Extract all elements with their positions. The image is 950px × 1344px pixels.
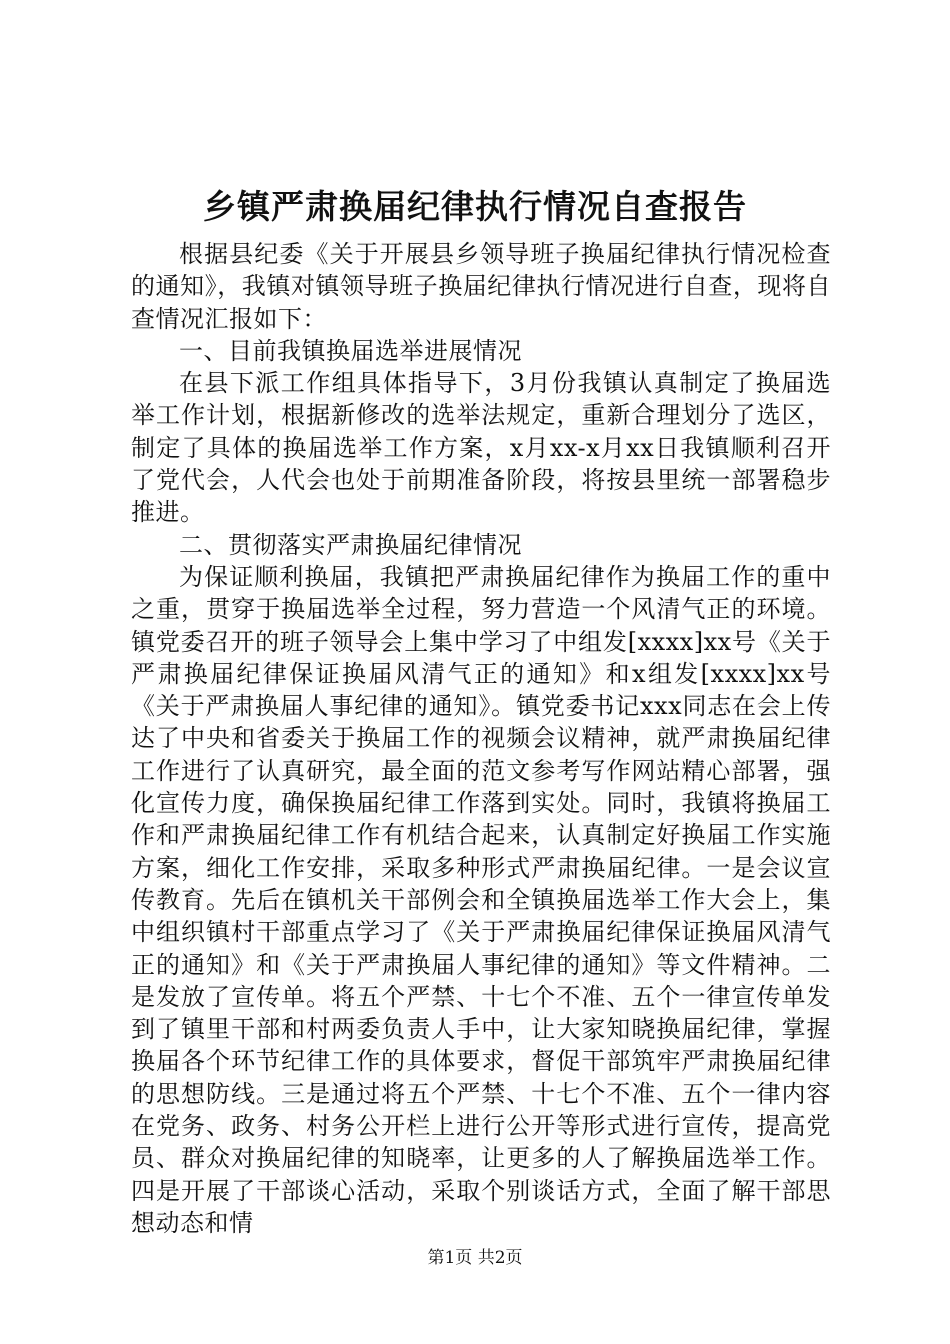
section-heading-2: 二、贯彻落实严肃换届纪律情况 xyxy=(179,530,522,559)
paragraph-intro: 根据县纪委《关于开展县乡领导班子换届纪律执行情况检查的通知》，我镇对镇领导班子换届纪律执行情况进行自查，现将自查情况汇报如下： xyxy=(131,240,831,333)
paragraph-section-1: 在县下派工作组具体指导下，3月份我镇认真制定了换届选举工作计划，根据新修改的选举法规定，重新合理划分了选区，制定了具体的换届选举工作方案，x月xx-x月xx日我镇顺利召开了党代会，人代会也处于前期准备阶段，将按县里统一部署稳步推进。 xyxy=(131,369,831,527)
page-footer: 第1页 共2页 xyxy=(427,1248,523,1268)
section-heading-1: 一、目前我镇换届选举进展情况 xyxy=(179,336,522,365)
paragraph-section-2: 为保证顺利换届，我镇把严肃换届纪律作为换届工作的重中之重，贯穿于换届选举全过程，努力营造一个风清气正的环境。镇党委召开的班子领导会上集中学习了中组发[xxxx]xx号《关于严肃换届纪律保证换届风清气正的通知》和x组发[xxxx]xx号《关于严肃换届人事纪律的通知》。镇党委书记xxx同志在会上传达了中央和省委关于换届工作的视频会议精神，就严肃换届纪律工作进行了认真研究，最全面的范文参考写作网站精心部署，强化宣传力度，确保换届纪律工作落到实处。同时，我镇将换届工作和严肃换届纪律工作有机结合起来，认真制定好换届工作实施方案，细化工作安排，采取多种形式严肃换届纪律。一是会议宣传教育。先后在镇机关干部例会和全镇换届选举工作大会上，集中组织镇村干部重点学习了《关于严肃换届纪律保证换届风清气正的通知》和《关于严肃换届人事纪律的通知》等文件精神。二是发放了宣传单。将五个严禁、十七个不准、五个一律宣传单发到了镇里干部和村两委负责人手中，让大家知晓换届纪律，掌握换届各个环节纪律工作的具体要求，督促干部筑牢严肃换届纪律的思想防线。三是通过将五个严禁、十七个不准、五个一律内容在党务、政务、村务公开栏上进行公开等形式进行宣传，提高党员、群众对换届纪律的知晓率，让更多的人了解换届选举工作。四是开展了干部谈心活动，采取个别谈话方式，全面了解干部思想动态和情 xyxy=(131,562,831,1237)
document-title: 乡镇严肃换届纪律执行情况自查报告 xyxy=(203,187,747,226)
document-body xyxy=(131,238,831,1239)
